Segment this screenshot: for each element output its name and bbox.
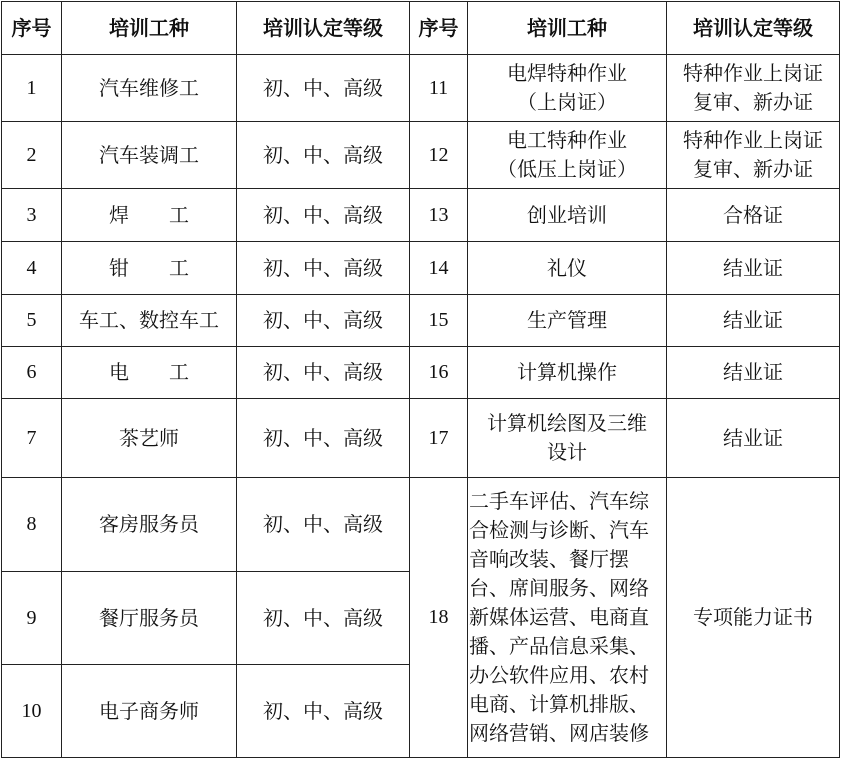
table-row xyxy=(2,347,840,399)
header-seq-left: 序号 xyxy=(2,2,62,55)
certification-level-line: 特种作业上岗证 xyxy=(683,61,823,85)
training-type: 电 工 xyxy=(62,347,237,399)
training-type-line: 网络营销、网店装修 xyxy=(469,721,649,745)
training-type-line: 播、产品信息采集、 xyxy=(469,634,649,658)
certification-level-line: 复审、新办证 xyxy=(693,90,813,114)
certification-level: 专项能力证书 xyxy=(667,478,840,758)
training-type: 钳 工 xyxy=(62,242,237,295)
row-number: 5 xyxy=(2,295,62,347)
row-number: 9 xyxy=(2,572,62,665)
training-type-line: 计算机绘图及三维 xyxy=(487,411,647,435)
training-type xyxy=(468,399,667,478)
table-row xyxy=(2,189,840,242)
row-number: 8 xyxy=(2,478,62,572)
training-type-line: 电焊特种作业 xyxy=(507,61,627,85)
header-level-left: 培训认定等级 xyxy=(237,2,410,55)
table-row xyxy=(2,242,840,295)
row-number: 13 xyxy=(410,189,468,242)
certification-level-line: 特种作业上岗证 xyxy=(683,128,823,152)
training-type-line: 电工特种作业 xyxy=(507,128,627,152)
training-type-line: 设计 xyxy=(547,440,587,464)
certification-level: 结业证 xyxy=(667,295,840,347)
table-row xyxy=(2,295,840,347)
header-type-right: 培训工种 xyxy=(468,2,667,55)
training-type: 计算机操作 xyxy=(468,347,667,399)
training-type: 电子商务师 xyxy=(62,665,237,758)
certification-level: 初、中、高级 xyxy=(237,189,410,242)
training-type-line: 电商、计算机排版、 xyxy=(469,692,649,716)
certification-level: 初、中、高级 xyxy=(237,55,410,122)
header-seq-right: 序号 xyxy=(410,2,468,55)
row-number: 10 xyxy=(2,665,62,758)
training-type: 礼仪 xyxy=(468,242,667,295)
certification-level xyxy=(667,55,840,122)
training-type: 创业培训 xyxy=(468,189,667,242)
table-row xyxy=(2,478,840,572)
row-number: 6 xyxy=(2,347,62,399)
training-type: 焊 工 xyxy=(62,189,237,242)
training-type: 汽车装调工 xyxy=(62,122,237,189)
training-type-line: （低压上岗证） xyxy=(497,157,637,181)
training-type xyxy=(468,55,667,122)
training-type: 餐厅服务员 xyxy=(62,572,237,665)
training-type-line: 新媒体运营、电商直 xyxy=(469,605,649,629)
row-number: 18 xyxy=(410,478,468,758)
certification-level: 初、中、高级 xyxy=(237,295,410,347)
row-number: 12 xyxy=(410,122,468,189)
certification-level: 初、中、高级 xyxy=(237,665,410,758)
training-type-line: 二手车评估、汽车综 xyxy=(469,489,649,513)
certification-level: 初、中、高级 xyxy=(237,242,410,295)
certification-level: 初、中、高级 xyxy=(237,478,410,572)
table-header-row xyxy=(2,2,840,55)
row-number: 2 xyxy=(2,122,62,189)
certification-level: 结业证 xyxy=(667,242,840,295)
training-type-line: 办公软件应用、农村 xyxy=(469,663,649,687)
table-row xyxy=(2,55,840,122)
row-number: 15 xyxy=(410,295,468,347)
training-type xyxy=(468,478,667,758)
header-level-right: 培训认定等级 xyxy=(667,2,840,55)
row-number: 1 xyxy=(2,55,62,122)
row-number: 16 xyxy=(410,347,468,399)
certification-level: 初、中、高级 xyxy=(237,572,410,665)
training-type-line: 合检测与诊断、汽车 xyxy=(469,518,649,542)
certification-level: 合格证 xyxy=(667,189,840,242)
certification-level: 初、中、高级 xyxy=(237,347,410,399)
row-number: 7 xyxy=(2,399,62,478)
certification-level: 结业证 xyxy=(667,399,840,478)
table-row xyxy=(2,122,840,189)
row-number: 14 xyxy=(410,242,468,295)
training-type: 生产管理 xyxy=(468,295,667,347)
certification-level: 初、中、高级 xyxy=(237,399,410,478)
row-number: 3 xyxy=(2,189,62,242)
certification-level: 结业证 xyxy=(667,347,840,399)
training-type: 汽车维修工 xyxy=(62,55,237,122)
training-type xyxy=(468,122,667,189)
row-number: 4 xyxy=(2,242,62,295)
certification-level xyxy=(667,122,840,189)
certification-level: 初、中、高级 xyxy=(237,122,410,189)
table-row xyxy=(2,399,840,478)
training-type-line: 音响改装、餐厅摆 xyxy=(469,547,629,571)
header-type-left: 培训工种 xyxy=(62,2,237,55)
training-type: 车工、数控车工 xyxy=(62,295,237,347)
row-number: 17 xyxy=(410,399,468,478)
training-type: 茶艺师 xyxy=(62,399,237,478)
training-type: 客房服务员 xyxy=(62,478,237,572)
row-number: 11 xyxy=(410,55,468,122)
certification-level-line: 复审、新办证 xyxy=(693,157,813,181)
training-type-line: 台、席间服务、网络 xyxy=(469,576,649,600)
training-table xyxy=(1,1,840,758)
training-type-line: （上岗证） xyxy=(517,90,617,114)
